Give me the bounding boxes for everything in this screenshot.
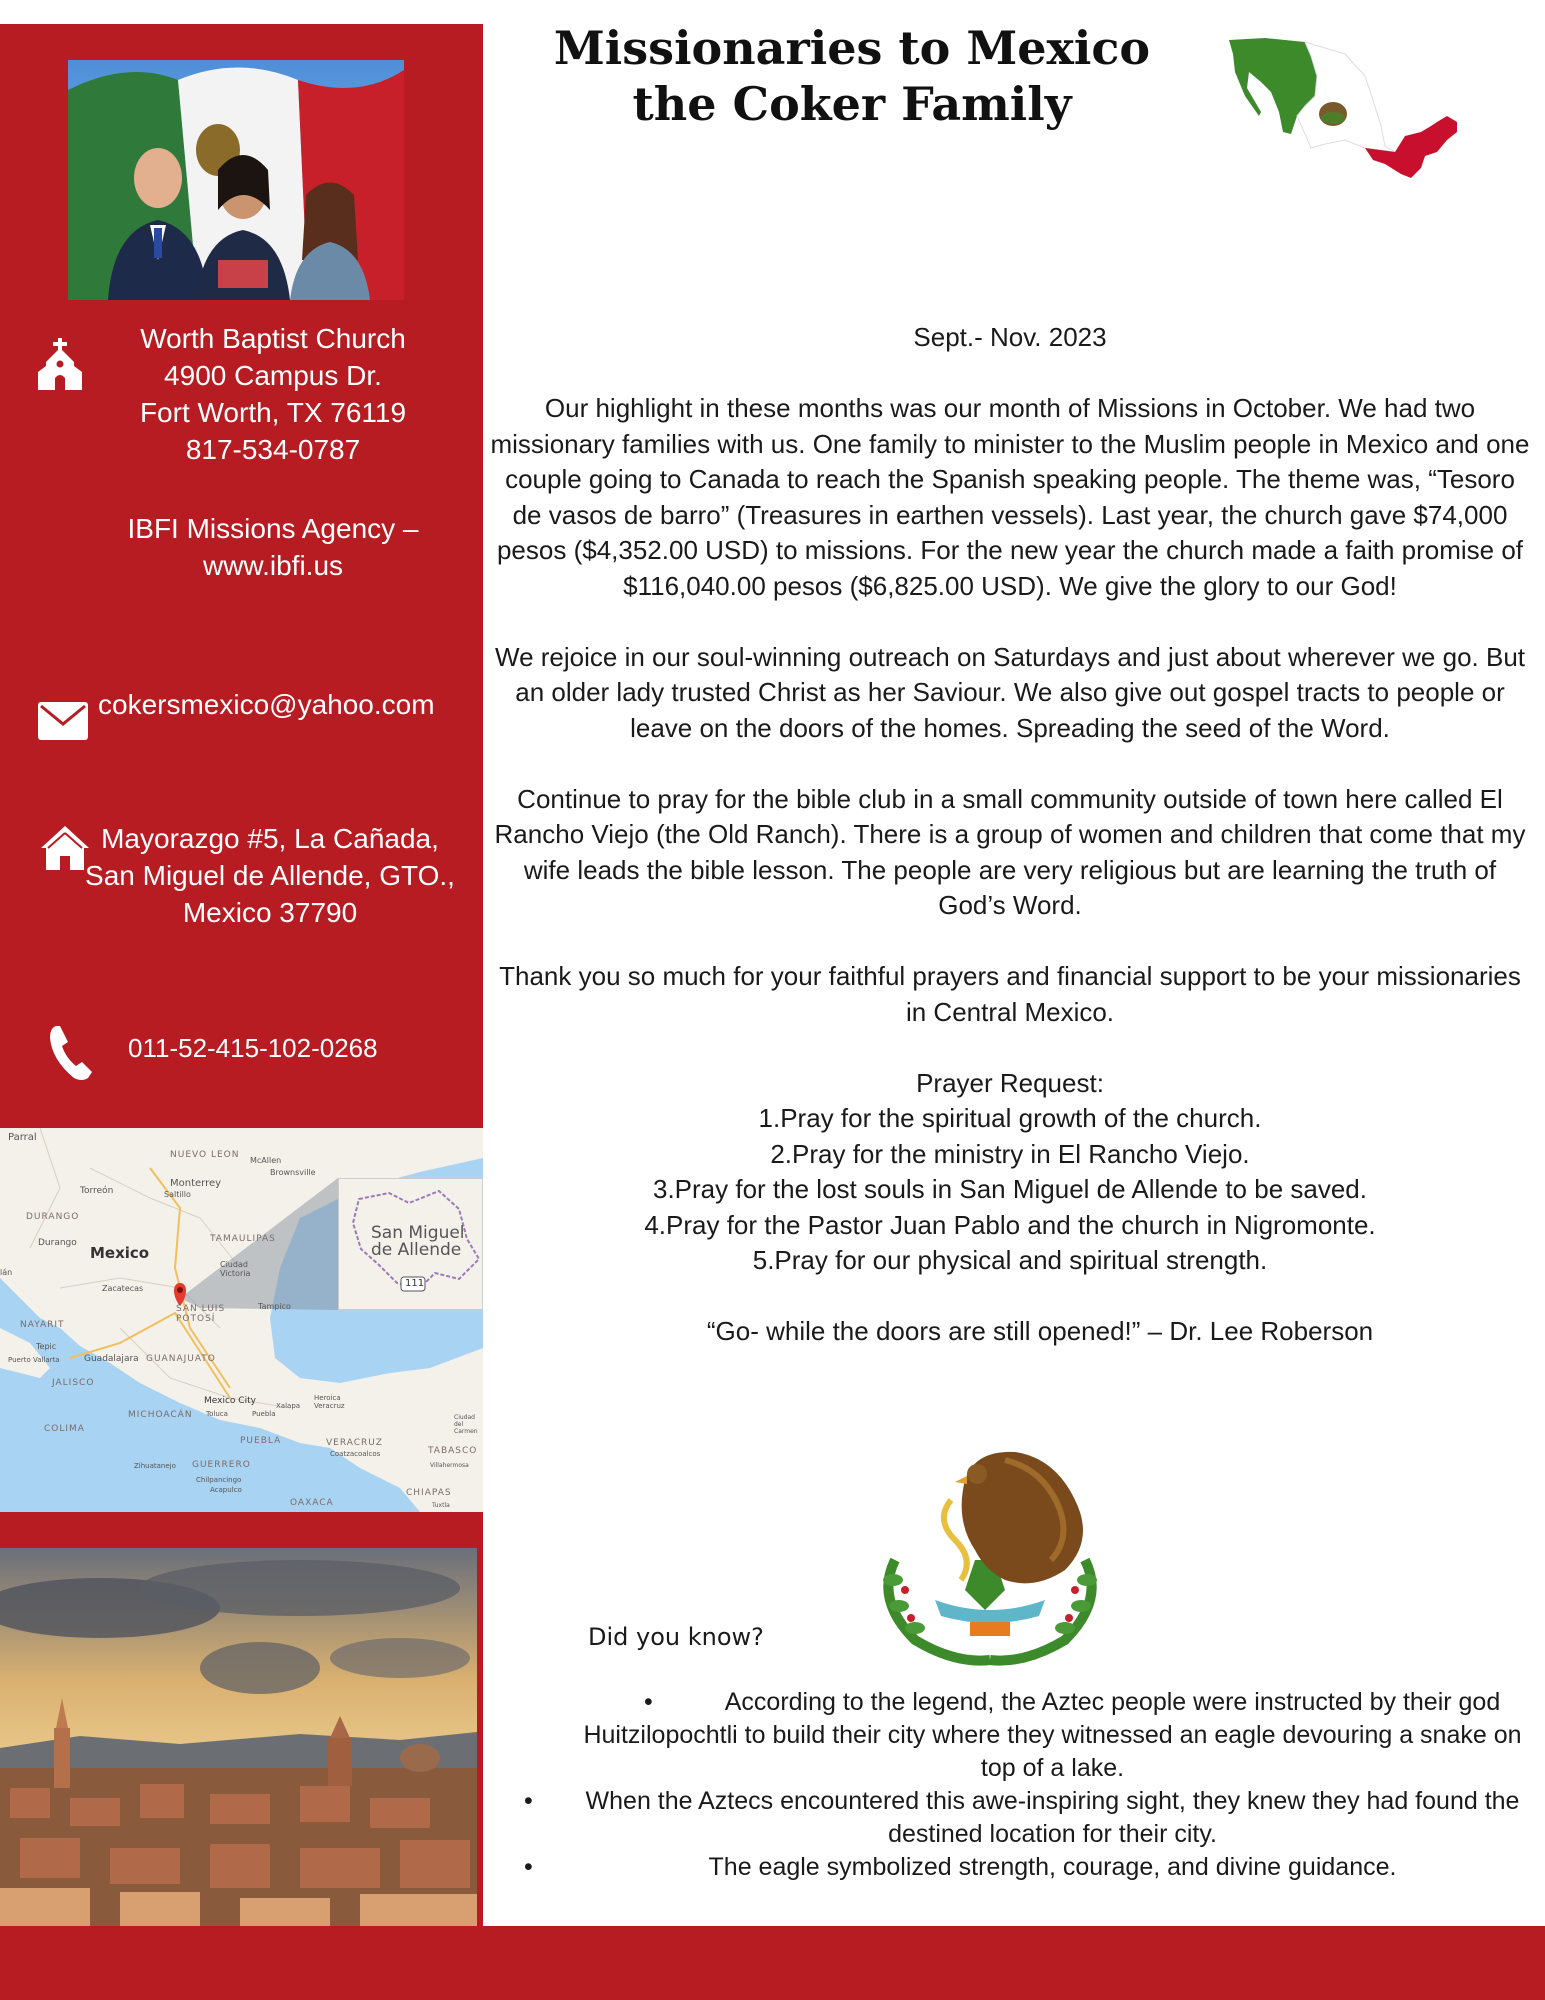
fact-item: • According to the legend, the Aztec people were instructed by their god Huitzilopochtli to build their city where they witnessed an eagle devouring a snake on top of a lake.: [520, 1686, 1535, 1785]
map-label-tuxtla: Tuxtla: [432, 1502, 450, 1509]
newsletter-body: [490, 320, 1530, 1385]
map-label-acapulco: Acapulco: [210, 1486, 242, 1494]
mexican-coat-of-arms: [855, 1440, 1125, 1670]
letter-date: Sept.- Nov. 2023: [913, 322, 1107, 352]
prayer-heading: Prayer Request:: [916, 1067, 1104, 1098]
sidebar: [0, 24, 483, 1128]
map-label-chilpancingo: Chilpancingo: [196, 1476, 242, 1484]
map-label-colima: COLIMA: [44, 1424, 85, 1434]
family-photo: [68, 60, 404, 300]
map-label-michoacan: MICHOACÁN: [128, 1410, 193, 1420]
prayer-item: 4.Pray for the Pastor Juan Pablo and the church in Nigromonte.: [644, 1209, 1376, 1240]
map-label-toluca: Toluca: [206, 1410, 228, 1418]
map-label-chiapas: CHIAPAS: [406, 1488, 452, 1498]
map-label-jalisco: JALISCO: [52, 1378, 95, 1388]
address-line-3: Mexico 37790: [182, 897, 358, 928]
mail-icon: [38, 702, 88, 740]
paragraph-bible-club: Continue to pray for the bible club in a small community outside of town here called El Rancho Viejo (the Old Ranch). There is a group of women and children that come that my wife leads the bible lesson. The people are very religious but are learning the truth of God’s Word.: [494, 783, 1526, 920]
map-label-tamaulipas: TAMAULIPAS: [210, 1234, 276, 1244]
church-name: Worth Baptist Church: [140, 323, 406, 354]
prayer-item: 3.Pray for the lost souls in San Miguel de Allende to be saved.: [653, 1174, 1367, 1204]
prayer-item: 2.Pray for the ministry in El Rancho Viejo.: [770, 1138, 1250, 1169]
map-label-heroica-veracruz: Heroica Veracruz: [314, 1394, 345, 1410]
map-label-ciudad-victoria: Ciudad Victoria: [220, 1260, 251, 1278]
phone-icon: [48, 1024, 94, 1082]
agency-url[interactable]: www.ibfi.us: [202, 550, 344, 581]
map-label-coatzacoalcos: Coatzacoalcos: [330, 1450, 381, 1458]
map-label-villahermosa: Villahermosa: [430, 1462, 469, 1469]
prayer-request-section: [490, 1066, 1530, 1279]
map-label-guerrero: GUERRERO: [192, 1460, 251, 1470]
title-line-2: the Coker Family: [632, 77, 1072, 131]
fact-item: • When the Aztecs encountered this awe-inspiring sight, they knew they had found the destined location for their city.: [520, 1785, 1535, 1851]
map-label-durango-city: Durango: [38, 1238, 77, 1248]
paragraph-missions: Our highlight in these months was our month of Missions in October. We had two missionary families with us. One family to minister to the Muslim people in Mexico and one couple going to Canada to reach the Spanish speaking people. The theme was, “Tesoro de vasos de barro” (Treasures in earthen vessels). Last year, the church gave $74,000 pesos ($4,352.00 USD) to missions. For the new year the church made a faith promise of $116,040.00 pesos ($6,825.00 USD). We give the glory to our God!: [490, 393, 1530, 601]
map-label-guadalajara: Guadalajara: [84, 1354, 139, 1364]
map-label-mexico: Mexico: [90, 1244, 150, 1262]
map-label-saltillo: Saltillo: [164, 1190, 191, 1199]
title-line-1: Missionaries to Mexico: [553, 21, 1151, 75]
map-label-zacatecas: Zacatecas: [102, 1284, 144, 1293]
map-label-nuevo-leon: NUEVO LEON: [170, 1150, 240, 1160]
map-label-puebla: PUEBLA: [240, 1436, 282, 1446]
map-label-monterrey: Monterrey: [170, 1178, 222, 1189]
map-inset-label-line-2: de Allende: [371, 1240, 462, 1260]
map-label-lan: lán: [0, 1268, 13, 1277]
map-label-mexico-city: Mexico City: [204, 1396, 256, 1406]
map-label-nayarit: NAYARIT: [20, 1320, 65, 1330]
paragraph-thanks: Thank you so much for your faithful prayers and financial support to be your missionaries in Central Mexico.: [499, 961, 1521, 1027]
city-photo-band: [0, 1512, 483, 1926]
map-label-xalapa: Xalapa: [276, 1402, 301, 1410]
map-road-shield: 111: [405, 1278, 425, 1289]
map-label-parral: Parral: [8, 1132, 37, 1143]
closing-quote: “Go- while the doors are still opened!” – Dr. Lee Roberson: [706, 1316, 1374, 1346]
map-inset-label-line-1: San Miguel: [371, 1223, 465, 1243]
email-address[interactable]: cokersmexico@yahoo.com: [98, 689, 435, 720]
church-city: Fort Worth, TX 76119: [139, 397, 407, 428]
footer-bar: [0, 1926, 1545, 2000]
church-street: 4900 Campus Dr.: [164, 360, 382, 391]
agency-name: IBFI Missions Agency –: [127, 513, 419, 544]
map-label-tampico: Tampico: [258, 1302, 291, 1311]
church-phone[interactable]: 817-534-0787: [185, 434, 361, 465]
page-title: [500, 20, 1204, 132]
map-label-tabasco: TABASCO: [428, 1446, 478, 1456]
map-label-zihuatanejo: Zihuatanejo: [134, 1462, 176, 1470]
church-icon: [38, 338, 82, 390]
mobile-phone[interactable]: 011-52-415-102-0268: [128, 1033, 378, 1063]
map-label-torreon: Torreón: [80, 1186, 114, 1196]
map-inset-label: [371, 1225, 465, 1259]
map-label-oaxaca: OAXACA: [290, 1498, 334, 1508]
address-line-1: Mayorazgo #5, La Cañada,: [101, 823, 439, 854]
map-label-brownsville: Brownsville: [270, 1168, 316, 1177]
city-photo: [0, 1548, 477, 1926]
fact-item: • The eagle symbolized strength, courage, and divine guidance.: [520, 1851, 1535, 1884]
map-inset: [338, 1178, 483, 1310]
map-label-mcallen: McAllen: [250, 1156, 282, 1165]
address-line-2: San Miguel de Allende, GTO.,: [85, 860, 455, 891]
map-label-san-luis-potosi: SAN LUIS POTOSÍ: [176, 1304, 226, 1324]
map-label-ciudad-del-carmen: Ciudad del Carmen: [454, 1414, 478, 1435]
map-label-durango-state: DURANGO: [26, 1212, 80, 1222]
map-label-guanajuato: GUANAJUATO: [146, 1354, 216, 1364]
map-label-puerto-vallarta: Puerto Vallarta: [8, 1356, 60, 1364]
mailing-address: [70, 820, 470, 931]
facts-list: [520, 1686, 1535, 1884]
church-contact: [98, 320, 448, 468]
map-label-tepic: Tepic: [36, 1342, 57, 1351]
paragraph-outreach: We rejoice in our soul-winning outreach on Saturdays and just about wherever we go. But an older lady trusted Christ as her Saviour. We also give out gospel tracts to people or leave on the doors of the homes. Spreading the seed of the Word.: [495, 641, 1525, 743]
prayer-item: 1.Pray for the spiritual growth of the church.: [758, 1103, 1262, 1133]
agency-contact: [90, 510, 456, 584]
mexico-flag-map: [1225, 36, 1485, 196]
map-label-veracruz: VERACRUZ: [326, 1438, 383, 1448]
did-you-know-heading: Did you know?: [588, 1623, 764, 1651]
map-label-puebla-city: Puebla: [252, 1410, 276, 1418]
prayer-item: 5.Pray for our physical and spiritual strength.: [752, 1245, 1268, 1275]
location-map: [0, 1128, 483, 1512]
